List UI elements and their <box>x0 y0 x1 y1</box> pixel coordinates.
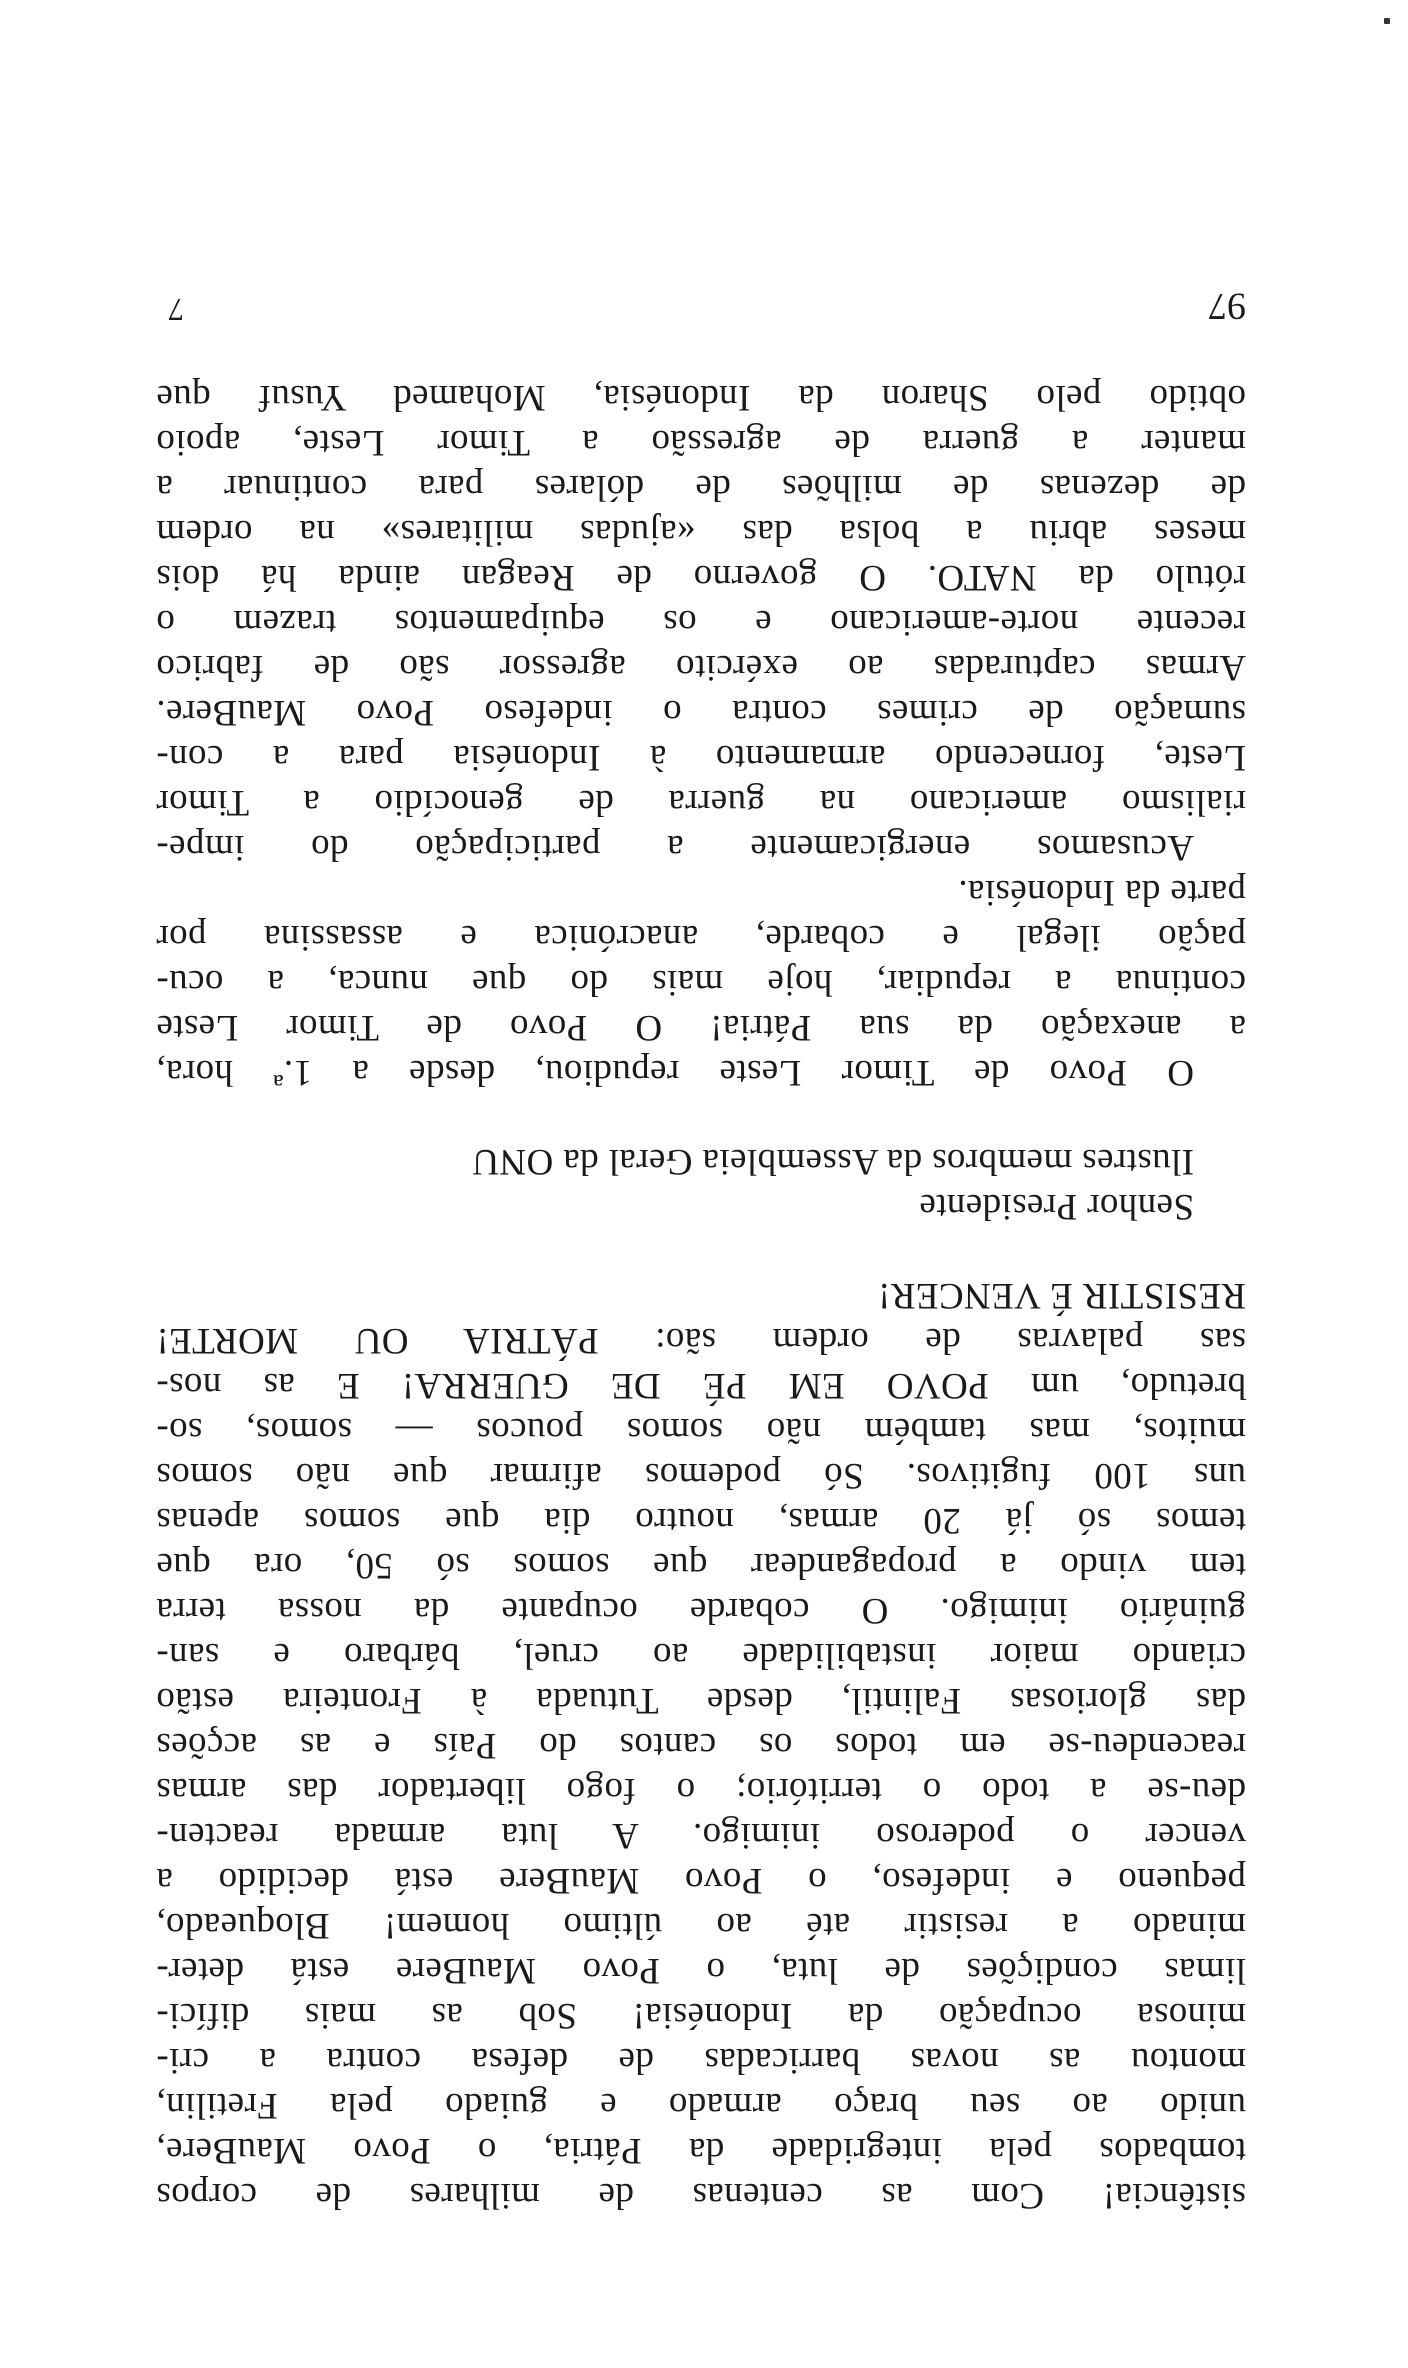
signature-mark: 7 <box>168 292 184 328</box>
text-line: sas palavras de ordem são: PÁTRIA OU MORTE! <box>156 1320 1246 1361</box>
text-line: manter a guerra de agressão a Timor Leste, apoio <box>156 422 1246 463</box>
text-line: muitos, mas também não somos poucos — somos, so- <box>156 1410 1246 1451</box>
text-line: pequeno e indefeso, o Povo MauBere está decidido a <box>156 1860 1246 1901</box>
text-line: RESISTIR É VENCER! <box>877 1275 1246 1316</box>
text-line: deu-se a todo o território; o fogo libertador das armas <box>156 1770 1246 1811</box>
text-line: minosa ocupação da Indonésia! Sob as mais difíci- <box>156 1995 1246 2036</box>
text-line: montou as novas barricadas de defesa contra a cri- <box>156 2040 1246 2081</box>
text-line: continua a repudiar, hoje mais do que nunca, a ocu- <box>156 962 1246 1003</box>
text-line: bretudo, um POVO EM PÉ DE GUERRA! E as nos- <box>156 1365 1246 1406</box>
text-line: Leste, fornecendo armamento à Indonésia para a con- <box>156 737 1246 778</box>
text-line: obtido pelo Sharon da Indonésia, Mohamed Yusuf que <box>156 377 1246 418</box>
text-line: unido ao seu braço armado e guiado pela Fretilin, <box>156 2085 1246 2126</box>
salutation-line: Ilustres membros da Assembleia Geral da ONU <box>471 1141 1194 1182</box>
text-line: meses abriu a bolsa das «ajudas militares» na ordem <box>156 512 1246 553</box>
paragraph-gap <box>156 1095 1246 1139</box>
text-line: sistência! Com as centenas de milhares de corpos <box>156 2175 1246 2216</box>
text-line: recente norte-americano e os equipamentos trazem o <box>156 602 1246 643</box>
text-line: pação ilegal e cobarde, anacrónica e assassina por <box>156 917 1246 958</box>
text-line: de dezenas de milhões de dólares para continuar a <box>156 467 1246 508</box>
text-line: minado a resistir até ao último homem! Bloqueado, <box>156 1905 1246 1946</box>
text-line: reacendeu-se em todos os cantos do País e as acções <box>156 1725 1246 1766</box>
text-line: rótulo da NATO. O governo de Reagan ainda há dois <box>156 557 1246 598</box>
text-line: tem vindo a propagandear que somos só 50, ora que <box>156 1545 1246 1586</box>
text-line: temos só já 20 armas, noutro dia que somos apenas <box>156 1500 1246 1541</box>
text-line: tombados pela integridade da Pátria, o Povo MauBere, <box>156 2130 1246 2171</box>
page-footer <box>156 278 1246 328</box>
text-line: Armas capturadas ao exército agressor são de fabrico <box>156 647 1246 688</box>
text-line: das gloriosas Falintil, desde Tutuada à Fronteira estão <box>156 1680 1246 1721</box>
text-line: parte da Indonésia. <box>957 872 1246 913</box>
paragraph-gap <box>156 1229 1246 1273</box>
text-line: limas condições de luta, o Povo MauBere está deter- <box>156 1950 1246 1991</box>
text-line: O Povo de Timor Leste repudiou, desde a 1.ª hora, <box>156 1052 1194 1093</box>
text-line: Acusamos energicamente a participação do impe- <box>156 827 1194 868</box>
salutation-line: Senhor Presidente <box>919 1186 1194 1227</box>
page-number: 97 <box>1208 285 1246 327</box>
text-line: rialismo americano na guerra de genocídio a Timor <box>156 782 1246 823</box>
text-line: guinário inimigo. O cobarde ocupante da nossa terra <box>156 1590 1246 1631</box>
text-line: sumação de crimes contra o indefeso Povo MauBere. <box>156 692 1246 733</box>
body-text <box>156 375 1246 2218</box>
text-line: uns 100 fugitivos. Só podemos afirmar que não somos <box>156 1455 1246 1496</box>
scan-mark <box>1384 18 1390 24</box>
text-line: criando maior instabilidade ao cruel, bárbaro e san- <box>156 1635 1246 1676</box>
text-line: a anexação da sua Pátria! O Povo de Timor Leste <box>156 1007 1246 1048</box>
text-line: vencer o poderoso inimigo. A luta armada reacten- <box>156 1815 1246 1856</box>
